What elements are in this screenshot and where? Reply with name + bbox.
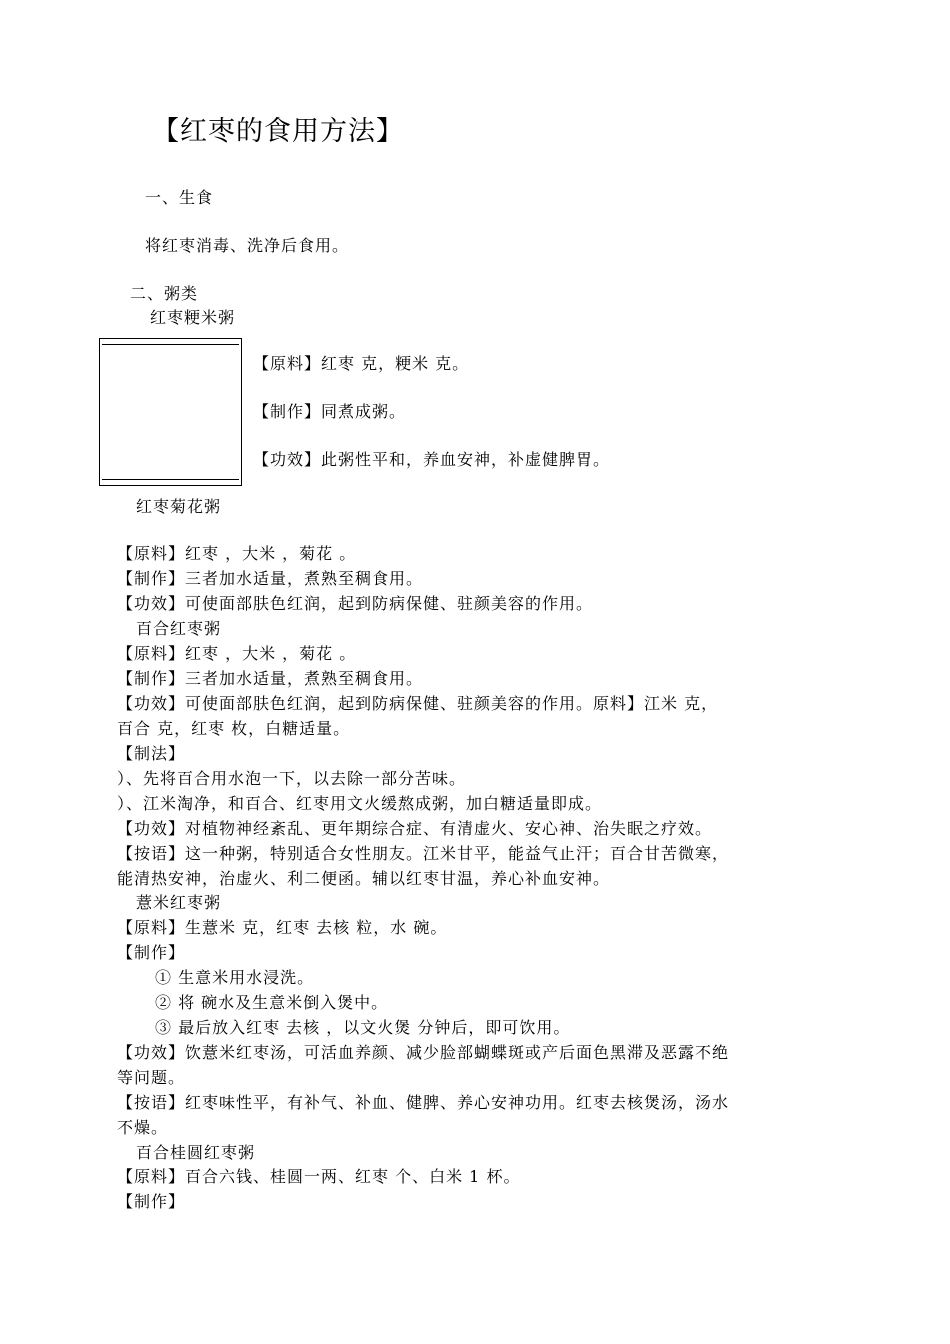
- step-line: ① 生意米用水浸洗。: [155, 968, 315, 987]
- section-heading: 二、粥类: [130, 284, 199, 303]
- method-heading: 【制作】: [117, 1192, 186, 1211]
- method-line: 【制作】三者加水适量，煮熟至稠食用。: [117, 569, 424, 588]
- recipe-title: 百合桂圆红枣粥: [136, 1143, 256, 1162]
- section-heading: 一、生食: [145, 188, 214, 207]
- recipe-title: 红枣菊花粥: [136, 497, 222, 516]
- paragraph: 将红枣消毒、洗净后食用。: [145, 236, 350, 255]
- paragraph: 等问题。: [117, 1068, 186, 1087]
- note-line: 【按语】这一种粥，特别适合女性朋友。江米甘平，能益气止汗；百合甘苦微寒，: [117, 844, 730, 863]
- step-line: ② 将 碗水及生意米倒入煲中。: [155, 993, 389, 1012]
- page-title: 【红枣的食用方法】: [152, 116, 404, 147]
- method-line: 【制作】同煮成粥。: [253, 402, 407, 421]
- method-heading: 【制作】: [117, 943, 186, 962]
- note-line: 【按语】红枣味性平，有补气、补血、健脾、养心安神功用。红枣去核煲汤，汤水: [117, 1093, 730, 1112]
- recipe-title: 红枣粳米粥: [150, 308, 236, 327]
- step-line: ③ 最后放入红枣 去核 ，以文火煲 分钟后，即可饮用。: [155, 1018, 571, 1037]
- effect-line: 【功效】饮薏米红枣汤，可活血养颜、减少脸部蝴蝶斑或产后面色黑滞及恶露不绝: [117, 1043, 730, 1062]
- ingredients-line: 【原料】生薏米 克，红枣 去核 粒，水 碗。: [117, 918, 448, 937]
- method-line: 【制作】三者加水适量，煮熟至稠食用。: [117, 669, 424, 688]
- method-heading: 【制法】: [117, 744, 186, 763]
- ingredients-line: 【原料】百合六钱、桂圆一两、红枣 个、白米 1 杯。: [117, 1167, 521, 1186]
- effect-line: 【功效】对植物神经紊乱、更年期综合症、有清虚火、安心神、治失眠之疗效。: [117, 819, 713, 838]
- step-line: ）、江米淘净，和百合、红枣用文火缓熬成粥，加白糖适量即成。: [117, 794, 603, 813]
- paragraph: 能清热安神，治虚火、利二便函。辅以红枣甘温，养心补血安神。: [117, 869, 611, 888]
- paragraph: 不燥。: [117, 1118, 169, 1137]
- recipe-title: 百合红枣粥: [136, 619, 222, 638]
- effect-line: 【功效】可使面部肤色红润，起到防病保健、驻颜美容的作用。原料】江米 克，: [117, 694, 719, 713]
- paragraph: 百合 克，红枣 枚，白糖适量。: [117, 719, 351, 738]
- ingredients-line: 【原料】红枣 克，粳米 克。: [253, 354, 470, 373]
- ingredients-line: 【原料】红枣 ，大米 ，菊花 。: [117, 644, 357, 663]
- effect-line: 【功效】可使面部肤色红润，起到防病保健、驻颜美容的作用。: [117, 594, 594, 613]
- image-placeholder: [99, 338, 242, 486]
- ingredients-line: 【原料】红枣 ，大米 ，菊花 。: [117, 544, 357, 563]
- step-line: ）、先将百合用水泡一下，以去除一部分苦味。: [117, 769, 467, 788]
- recipe-title: 薏米红枣粥: [136, 893, 222, 912]
- effect-line: 【功效】此粥性平和，养血安神，补虚健脾胃。: [253, 450, 611, 469]
